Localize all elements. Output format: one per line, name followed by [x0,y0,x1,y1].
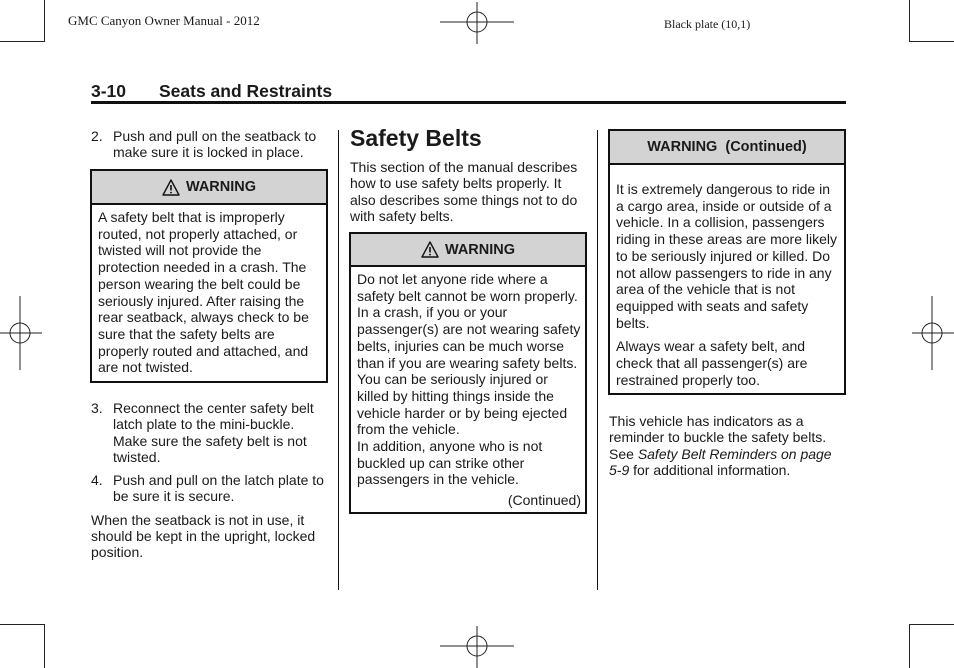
step-text: Push and pull on the latch plate to be sure it is secure. [113,472,324,505]
warning-text-body [610,165,844,388]
reminder-paragraph [609,413,843,478]
step-item [91,400,331,465]
warning-title: WARNING [444,241,516,258]
warning-triangle-icon [162,179,180,196]
column-divider [338,130,339,590]
column-1-lower [91,400,331,561]
crop-mark [0,624,44,625]
warning-text: A safety belt that is improperly routed, not properly attached, or twisted will not provide the protection needed in a crash. The person wearing the belt could be seriously injured. After raising the rear seatback, always check to be sure that the safety belts are properly routed and attached, and are not twisted. [98,209,309,376]
registration-mark-icon [440,2,514,44]
warning-box [90,169,328,383]
warning-box [349,232,587,514]
warning-text: It is extremely dangerous to ride in a cargo area, inside or outside of a vehicle. In a collision, passengers riding in these areas are more likely to be seriously injured or killed. Do not allow passengers to ride in any area of the vehicle that is not equipped with seats and safety belts. [616,181,837,331]
warning-text: In addition, anyone who is not buckled up can strike other passengers in the vehicle. [357,438,543,488]
warning-triangle-icon [421,241,439,258]
warning-header [92,171,326,205]
registration-mark-icon [912,296,954,370]
crop-mark [44,0,45,42]
header-rule [91,101,846,104]
manual-title: GMC Canyon Owner Manual - 2012 [68,13,260,28]
reminder-text-end: for additional information. [633,461,791,478]
continued-label: (Continued) [507,492,581,509]
warning-box-continued [608,129,846,395]
crop-mark [0,41,44,42]
warning-text-body [351,267,585,509]
warning-header [351,234,585,267]
reminder-text: This vehicle has indicators as a reminder to buckle the safety belts. See [609,413,827,462]
step-text: Reconnect the center safety belt latch plate to the mini-buckle. Make sure the safety belt is not twisted. [113,400,314,465]
crop-mark [909,624,910,668]
page-number: 3-10 [91,81,127,101]
intro-paragraph: This section of the manual describes how to use safety belts properly. It also describes some things not to do with safety belts. [350,159,578,224]
warning-title: WARNING (Continued) [647,139,807,155]
crop-mark [910,624,954,625]
column-1 [91,128,331,161]
registration-mark-icon [440,626,514,668]
step-number: 4. [91,472,103,489]
column-divider [597,130,598,590]
step-number: 3. [91,400,103,416]
closing-paragraph: When the seatback is not in use, it should be kept in the upright, locked position. [91,511,316,561]
step-number: 2. [91,128,103,144]
warning-title: WARNING [185,179,257,195]
step-item [91,472,331,505]
crop-mark [44,624,45,668]
warning-text: Do not let anyone ride where a safety belt cannot be worn properly. In a crash, if you or your passenger(s) are not wearing safety belts, injuries can be much worse than if you are wearing safety belts. You can be seriously injured or killed by hitting things inside the vehicle harder or by being ejected from the vehicle. [357,271,581,438]
section-title: Seats and Restraints [159,81,333,101]
warning-text: Always wear a safety belt, and check that all passenger(s) are restrained properly too. [616,338,808,388]
registration-mark-icon [0,296,42,370]
page-heading: Safety Belts [350,125,482,151]
crop-mark [910,41,954,42]
step-text: Push and pull on the seatback to make sure it is locked in place. [113,128,317,161]
warning-header [610,131,844,165]
crop-mark [909,0,910,42]
cross-reference-link[interactable]: Safety Belt Reminders on page 5-9 [609,445,832,478]
step-item [91,128,331,161]
plate-label: Black plate (10,1) [664,17,751,31]
